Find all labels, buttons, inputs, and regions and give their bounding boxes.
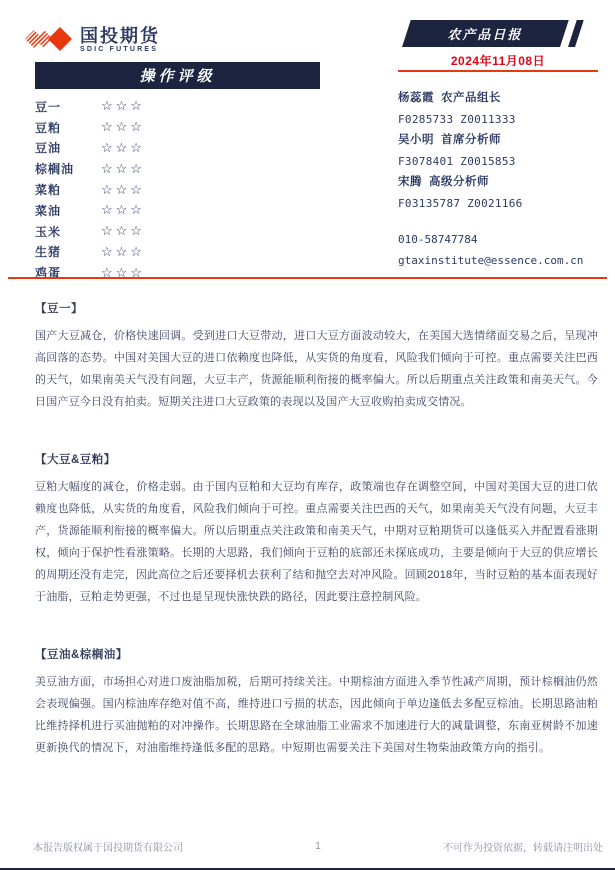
table-row (35, 158, 320, 179)
rating-table-rows (35, 89, 320, 283)
rating-stars: ☆☆☆ (101, 243, 145, 259)
commodity-label: 菜油 (35, 203, 62, 218)
rating-table (35, 62, 320, 283)
section-divider-line (8, 277, 607, 279)
logo-diamond-icon (24, 22, 74, 58)
table-row (35, 200, 320, 221)
report-date-box (398, 52, 598, 72)
commodity-label: 菜粕 (35, 183, 62, 198)
analyst-name: 杨蕊霞 (398, 92, 434, 104)
table-row (35, 96, 320, 117)
analyst-title: 首席分析师 (441, 134, 501, 146)
analyst-entry (398, 130, 603, 172)
table-row (35, 221, 320, 242)
section-heading: 【大豆&豆粕】 (35, 454, 116, 466)
table-row (35, 138, 320, 159)
footer-disclaimer: 不可作为投资依据，转载请注明出处 (443, 843, 603, 854)
contact-email: gtaxinstitute@essence.com.cn (398, 254, 584, 267)
analyst-entry (398, 172, 603, 214)
rating-stars: ☆☆☆ (101, 223, 145, 239)
rating-stars: ☆☆☆ (101, 160, 145, 176)
commodity-label: 鸡蛋 (35, 266, 62, 281)
rating-stars: ☆☆☆ (101, 98, 145, 114)
section-heading: 【豆一】 (35, 303, 83, 315)
section-paragraph: 国产大豆减仓，价格快速回调。受到进口大豆带动，进口大豆方面波动较大，在美国大选情绪面交易之后，呈现冲高回落的态势。中国对美国大豆的进口依赖度也降低，从实货的角度看，风险我们倾向于可控。重点需要关注巴西的天气，如果南美天气没有问题，大豆丰产，货源能顺利衔接的概率偏大。所以后期重点关注政策和南美天气。今日国产豆今日没有拍卖。短期关注进口大豆政策的表现以及国产大豆收购拍卖成交情况。 (35, 330, 598, 408)
analyst-license-ids: F03135787 Z0021166 (398, 197, 523, 210)
rating-stars: ☆☆☆ (101, 181, 145, 197)
commodity-label: 生猪 (35, 245, 62, 260)
logo-text (80, 27, 160, 53)
report-banner (402, 20, 598, 47)
analyst-license-ids: F0285733 Z0011333 (398, 113, 516, 126)
analyst-license-ids: F3078401 Z0015853 (398, 155, 516, 168)
section-paragraph: 美豆油方面，市场担心对进口废油脂加税，后期可持续关注。中期棕油方面进入季节性减产周期，预计棕榈油仍然会表现偏强。国内棕油库存绝对值不高，维持进口亏损的状态，因此倾向于单边逢低去多配豆棕油。长期思路油粕比维持择机进行买油抛粕的对冲操作。长期思路在全球油脂工业需求不加速进行大的减量调整，东南亚树龄不加速更新换代的情况下，对油脂维持逢低多配的思路。中短期也需要关注下美国对生物柴油政策方向的指引。 (35, 676, 598, 754)
analyst-name-line (398, 130, 603, 151)
analyst-title: 高级分析师 (429, 176, 489, 188)
section-dadou-doupo (35, 451, 598, 608)
table-row (35, 117, 320, 138)
section-heading: 【豆油&棕榈油】 (35, 649, 128, 661)
commodity-label: 棕榈油 (35, 162, 75, 177)
section-douyou-zonglvyou (35, 646, 598, 759)
commodity-label: 豆油 (35, 141, 62, 156)
table-row (35, 179, 320, 200)
contact-phone: 010-58747784 (398, 233, 478, 246)
analyst-name-line (398, 88, 603, 109)
commodity-label: 豆一 (35, 99, 62, 114)
commodity-label: 豆粕 (35, 120, 62, 135)
section-douyi (35, 300, 598, 413)
spacer (398, 214, 603, 229)
analyst-name-line (398, 172, 603, 193)
rating-stars: ☆☆☆ (101, 139, 145, 155)
report-banner-shape (402, 20, 569, 47)
rating-stars: ☆☆☆ (101, 264, 145, 280)
analyst-title: 农产品组长 (441, 92, 501, 104)
commodity-label: 玉米 (35, 224, 62, 239)
page-footer (33, 839, 603, 854)
table-row (35, 262, 320, 283)
report-title: 农产品日报 (447, 28, 523, 43)
rating-stars: ☆☆☆ (101, 119, 145, 135)
footer-copyright: 本报告版权属于国投期货有限公司 (33, 843, 183, 854)
company-logo (24, 22, 160, 58)
analyst-contact-block (398, 88, 603, 271)
report-body (35, 300, 598, 797)
banner-stripe-decoration (568, 20, 584, 47)
report-date: 2024年11月08日 (450, 54, 546, 68)
page-number: 1 (315, 841, 321, 852)
analyst-entry (398, 88, 603, 130)
section-paragraph: 豆粕大幅度的减仓，价格走弱。由于国内豆粕和大豆均有库存，政策端也存在调整空间，中国对美国大豆的进口依赖度也降低，从实货的角度看，风险我们倾向于可控。重点需要关注巴西的天气，如果南美天气没有问题，大豆丰产，货源能顺利衔接的概率偏大。所以后期重点关注政策和南美天气，中期对豆粕期货可以逢低买入并配置看涨期权，倾向于保护性看涨策略。长期的大思路，我们倾向于豆粕的底部还未探底成功，主要是倾向于大豆的供应增长的周期还没有走完，因此高位之后还要择机去获利了结和抛空去对冲风险。回顾2018年，当时豆粕的基本面表现好于油脂，豆粕走势更强，不过也是呈现快涨快跌的路径，因此要注意控制风险。 (35, 481, 598, 603)
analyst-name: 宋腾 (398, 176, 422, 188)
rating-table-title: 操作评级 (35, 62, 320, 89)
table-row (35, 242, 320, 263)
logo-name-cn: 国投期货 (80, 26, 160, 46)
logo-name-en: SDIC FUTURES (80, 46, 159, 53)
analyst-name: 吴小明 (398, 134, 434, 146)
rating-stars: ☆☆☆ (101, 202, 145, 218)
